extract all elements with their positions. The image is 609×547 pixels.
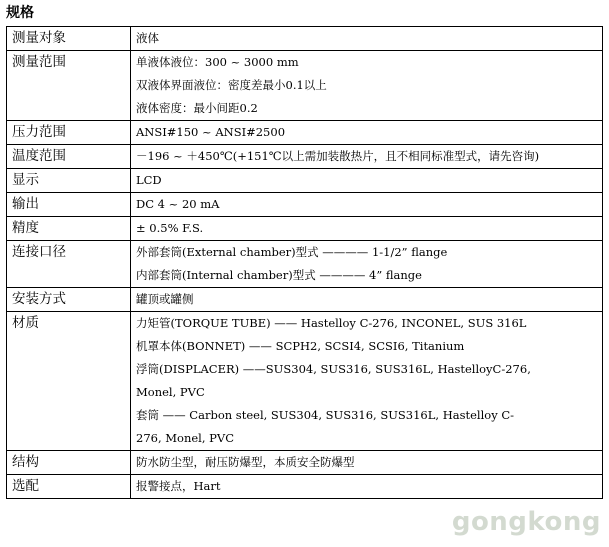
row-value xyxy=(131,312,603,451)
table-row xyxy=(7,217,603,241)
value-line: LCD xyxy=(136,173,162,187)
value-line: 浮筒(DISPLACER) ——SUS304, SUS316, SUS316L, HastelloyC-276, xyxy=(136,362,531,376)
section-title: 规格 xyxy=(6,5,34,21)
table-row xyxy=(7,451,603,475)
table-row xyxy=(7,51,603,121)
value-line: 力矩管(TORQUE TUBE) —— Hastelloy C-276, INCONEL, SUS 316L xyxy=(136,316,527,330)
value-line: 外部套筒(External chamber)型式 ———— 1-1/2” flange xyxy=(136,245,448,259)
table-row xyxy=(7,241,603,288)
value-line: 罐顶或罐侧 xyxy=(136,292,194,306)
table-row xyxy=(7,193,603,217)
row-value xyxy=(131,27,603,51)
table-row xyxy=(7,169,603,193)
value-line: 276, Monel, PVC xyxy=(136,431,235,445)
value-line: 报警接点，Hart xyxy=(136,479,221,493)
row-value xyxy=(131,145,603,169)
value-line: 单液体液位：300 ~ 3000 mm xyxy=(136,55,299,69)
row-label: 显示 xyxy=(7,169,131,193)
row-label: 输出 xyxy=(7,193,131,217)
value-line: ANSI#150 ~ ANSI#2500 xyxy=(136,125,286,139)
value-line: 防水防尘型，耐压防爆型，本质安全防爆型 xyxy=(136,455,355,469)
row-value xyxy=(131,51,603,121)
spec-table xyxy=(6,26,603,499)
value-line: DC 4 ~ 20 mA xyxy=(136,197,220,211)
value-line: －196 ~ ＋450℃(+151℃以上需加装散热片，且不相同标准型式，请先咨询) xyxy=(136,149,540,163)
row-value xyxy=(131,451,603,475)
table-row xyxy=(7,288,603,312)
value-line: 液体密度：最小间距0.2 xyxy=(136,101,258,115)
row-label: 温度范围 xyxy=(7,145,131,169)
row-value xyxy=(131,193,603,217)
row-label: 材质 xyxy=(7,312,131,451)
value-line: 机罩本体(BONNET) —— SCPH2, SCSI4, SCSI6, Titanium xyxy=(136,339,465,353)
value-line: 液体 xyxy=(136,31,159,45)
table-row xyxy=(7,475,603,499)
row-value xyxy=(131,169,603,193)
watermark-logo: gongkong xyxy=(451,507,601,537)
row-value xyxy=(131,217,603,241)
value-line: ± 0.5% F.S. xyxy=(136,221,204,235)
value-line: 套筒 —— Carbon steel, SUS304, SUS316, SUS316L, Hastelloy C- xyxy=(136,408,515,422)
value-line: 双液体界面液位：密度差最小0.1以上 xyxy=(136,78,327,92)
row-label: 选配 xyxy=(7,475,131,499)
row-label: 测量范围 xyxy=(7,51,131,121)
row-label: 精度 xyxy=(7,217,131,241)
table-row xyxy=(7,312,603,451)
row-label: 安装方式 xyxy=(7,288,131,312)
table-row xyxy=(7,121,603,145)
value-line: 内部套筒(Internal chamber)型式 ———— 4” flange xyxy=(136,268,422,282)
value-line: Monel, PVC xyxy=(136,385,205,399)
row-value xyxy=(131,288,603,312)
row-value xyxy=(131,121,603,145)
table-row xyxy=(7,27,603,51)
row-label: 结构 xyxy=(7,451,131,475)
row-value xyxy=(131,475,603,499)
row-label: 压力范围 xyxy=(7,121,131,145)
row-value xyxy=(131,241,603,288)
row-label: 连接口径 xyxy=(7,241,131,288)
row-label: 测量对象 xyxy=(7,27,131,51)
table-row xyxy=(7,145,603,169)
